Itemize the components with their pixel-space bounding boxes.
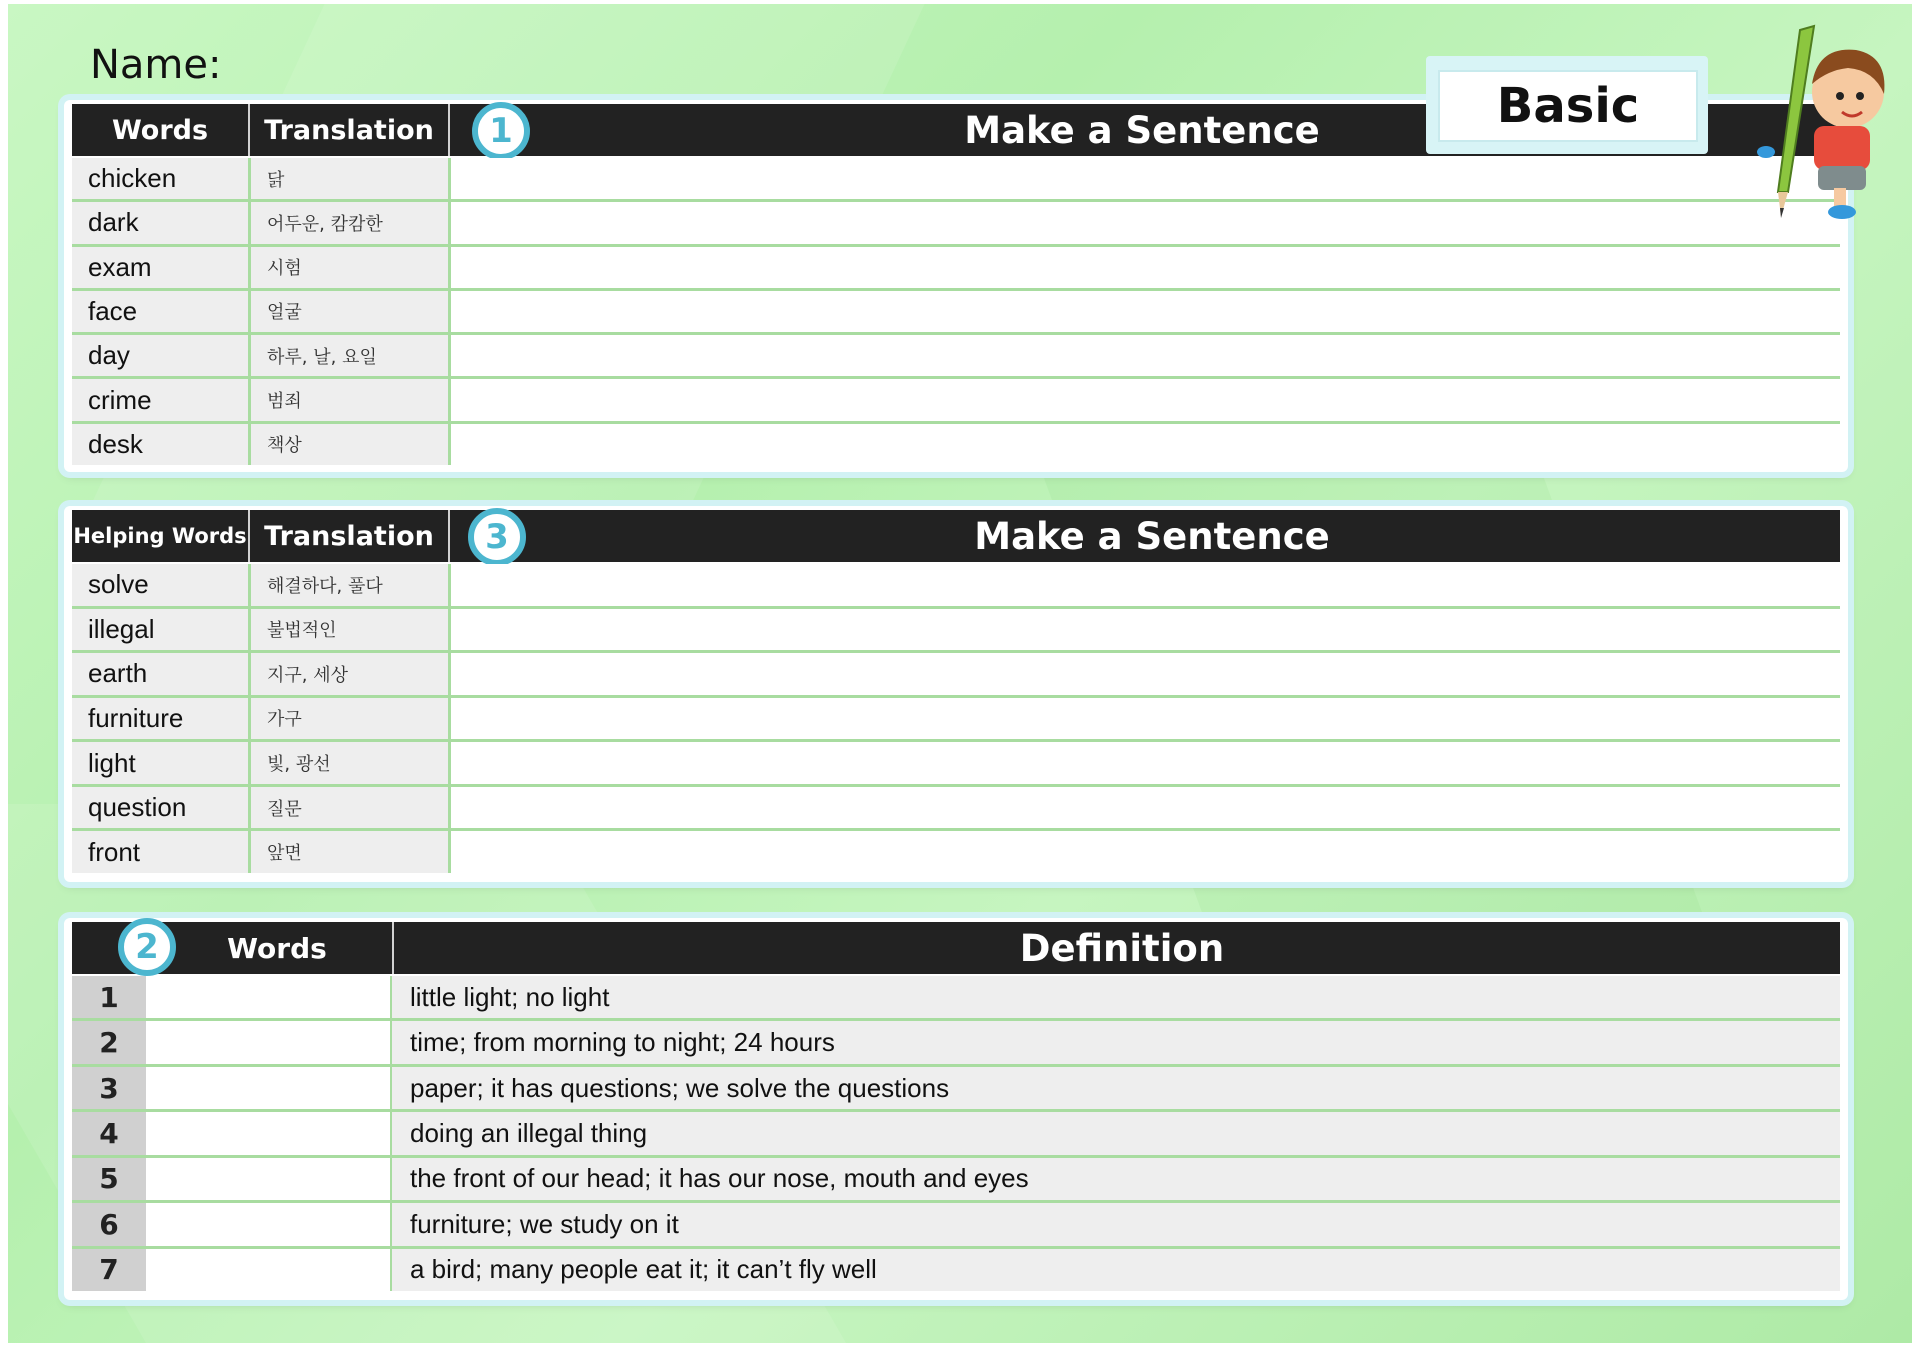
header-words: Words bbox=[111, 114, 209, 146]
definition-cell: furniture; we study on it bbox=[392, 1203, 1840, 1245]
sentence-writing-line[interactable] bbox=[451, 831, 1840, 873]
definition-cell: doing an illegal thing bbox=[392, 1112, 1840, 1154]
section-number-badge: 1 bbox=[472, 102, 530, 160]
vocab-sentence-card bbox=[64, 100, 1848, 472]
sentence-writing-line[interactable] bbox=[451, 564, 1840, 606]
definition-cell: little light; no light bbox=[392, 976, 1840, 1018]
translation-cell: 해결하다, 풀다 bbox=[251, 564, 448, 606]
word-cell: desk bbox=[72, 424, 248, 465]
word-cell: illegal bbox=[72, 609, 248, 651]
answer-blank[interactable] bbox=[146, 976, 392, 1018]
translation-cell: 질문 bbox=[251, 787, 448, 829]
table-row bbox=[72, 1112, 1840, 1157]
word-cell: solve bbox=[72, 564, 248, 606]
header-definition: Definition bbox=[1019, 926, 1225, 970]
table-row bbox=[72, 976, 1840, 1021]
level-label: Basic bbox=[1438, 70, 1698, 142]
table-row bbox=[72, 379, 1840, 423]
sentence-writing-line[interactable] bbox=[451, 787, 1840, 829]
table-row bbox=[72, 831, 1840, 873]
row-number: 1 bbox=[72, 976, 146, 1018]
sentence-writing-line[interactable] bbox=[451, 742, 1840, 784]
table-row bbox=[72, 609, 1840, 654]
word-cell: chicken bbox=[72, 158, 248, 199]
header-make-sentence: Make a Sentence bbox=[974, 514, 1330, 558]
table-row bbox=[72, 698, 1840, 743]
table-header bbox=[72, 510, 1840, 562]
word-cell: earth bbox=[72, 653, 248, 695]
row-number: 7 bbox=[72, 1249, 146, 1291]
answer-blank[interactable] bbox=[146, 1203, 392, 1245]
table-row bbox=[72, 202, 1840, 246]
table-row bbox=[72, 1249, 1840, 1291]
word-list bbox=[72, 564, 1840, 876]
worksheet-page bbox=[8, 4, 1912, 1343]
translation-cell: 얼굴 bbox=[251, 291, 448, 332]
sentence-writing-line[interactable] bbox=[451, 291, 1840, 332]
sentence-writing-line[interactable] bbox=[451, 653, 1840, 695]
sentence-writing-line[interactable] bbox=[451, 609, 1840, 651]
sentence-writing-line[interactable] bbox=[451, 158, 1840, 199]
row-number: 6 bbox=[72, 1203, 146, 1245]
definition-cell: a bird; many people eat it; it can’t fly well bbox=[392, 1249, 1840, 1291]
translation-cell: 하루, 날, 요일 bbox=[251, 335, 448, 376]
translation-cell: 앞면 bbox=[251, 831, 448, 873]
header-helping-words: Helping Words bbox=[73, 524, 247, 548]
row-number: 2 bbox=[72, 1021, 146, 1063]
definition-cell: time; from morning to night; 24 hours bbox=[392, 1021, 1840, 1063]
word-cell: dark bbox=[72, 202, 248, 243]
name-label: Name: bbox=[90, 42, 222, 88]
table-row bbox=[72, 424, 1840, 465]
table-row bbox=[72, 653, 1840, 698]
table-row bbox=[72, 564, 1840, 609]
helping-words-card bbox=[64, 506, 1848, 882]
header-translation: Translation bbox=[264, 520, 434, 552]
answer-blank[interactable] bbox=[146, 1158, 392, 1200]
sentence-writing-line[interactable] bbox=[451, 335, 1840, 376]
word-cell: front bbox=[72, 831, 248, 873]
translation-cell: 시험 bbox=[251, 247, 448, 288]
sentence-writing-line[interactable] bbox=[451, 698, 1840, 740]
table-row bbox=[72, 1158, 1840, 1203]
table-row bbox=[72, 158, 1840, 202]
header-divider bbox=[448, 104, 450, 156]
sentence-writing-line[interactable] bbox=[451, 202, 1840, 243]
answer-blank[interactable] bbox=[146, 1067, 392, 1109]
table-header bbox=[72, 922, 1840, 974]
sentence-writing-line[interactable] bbox=[451, 424, 1840, 465]
word-cell: face bbox=[72, 291, 248, 332]
word-cell: question bbox=[72, 787, 248, 829]
answer-blank[interactable] bbox=[146, 1112, 392, 1154]
word-cell: furniture bbox=[72, 698, 248, 740]
section-number-badge: 3 bbox=[468, 508, 526, 566]
header-divider bbox=[448, 510, 450, 562]
header-make-sentence: Make a Sentence bbox=[964, 108, 1320, 152]
translation-cell: 빛, 광선 bbox=[251, 742, 448, 784]
translation-cell: 어두운, 캄캄한 bbox=[251, 202, 448, 243]
word-cell: light bbox=[72, 742, 248, 784]
table-row bbox=[72, 1203, 1840, 1248]
table-row bbox=[72, 1067, 1840, 1112]
row-number: 5 bbox=[72, 1158, 146, 1200]
level-box bbox=[1426, 56, 1708, 154]
answer-blank[interactable] bbox=[146, 1249, 392, 1291]
word-cell: crime bbox=[72, 379, 248, 420]
sentence-writing-line[interactable] bbox=[451, 247, 1840, 288]
table-row bbox=[72, 291, 1840, 335]
table-row bbox=[72, 742, 1840, 787]
definition-list bbox=[72, 976, 1840, 1294]
table-row bbox=[72, 1021, 1840, 1066]
header-translation: Translation bbox=[264, 114, 434, 146]
row-number: 3 bbox=[72, 1067, 146, 1109]
row-number: 4 bbox=[72, 1112, 146, 1154]
translation-cell: 책상 bbox=[251, 424, 448, 465]
translation-cell: 범죄 bbox=[251, 379, 448, 420]
sentence-writing-line[interactable] bbox=[451, 379, 1840, 420]
definition-cell: the front of our head; it has our nose, mouth and eyes bbox=[392, 1158, 1840, 1200]
section-number-badge: 2 bbox=[118, 918, 176, 976]
translation-cell: 지구, 세상 bbox=[251, 653, 448, 695]
translation-cell: 닭 bbox=[251, 158, 448, 199]
answer-blank[interactable] bbox=[146, 1021, 392, 1063]
table-row bbox=[72, 787, 1840, 832]
table-row bbox=[72, 247, 1840, 291]
definition-cell: paper; it has questions; we solve the questions bbox=[392, 1067, 1840, 1109]
word-list bbox=[72, 158, 1840, 468]
header-divider bbox=[392, 922, 394, 974]
table-row bbox=[72, 335, 1840, 379]
definition-card bbox=[64, 918, 1848, 1300]
translation-cell: 불법적인 bbox=[251, 609, 448, 651]
word-cell: day bbox=[72, 335, 248, 376]
boy-with-pencil-illustration bbox=[1748, 22, 1888, 232]
translation-cell: 가구 bbox=[251, 698, 448, 740]
header-words: Words bbox=[227, 931, 327, 965]
word-cell: exam bbox=[72, 247, 248, 288]
